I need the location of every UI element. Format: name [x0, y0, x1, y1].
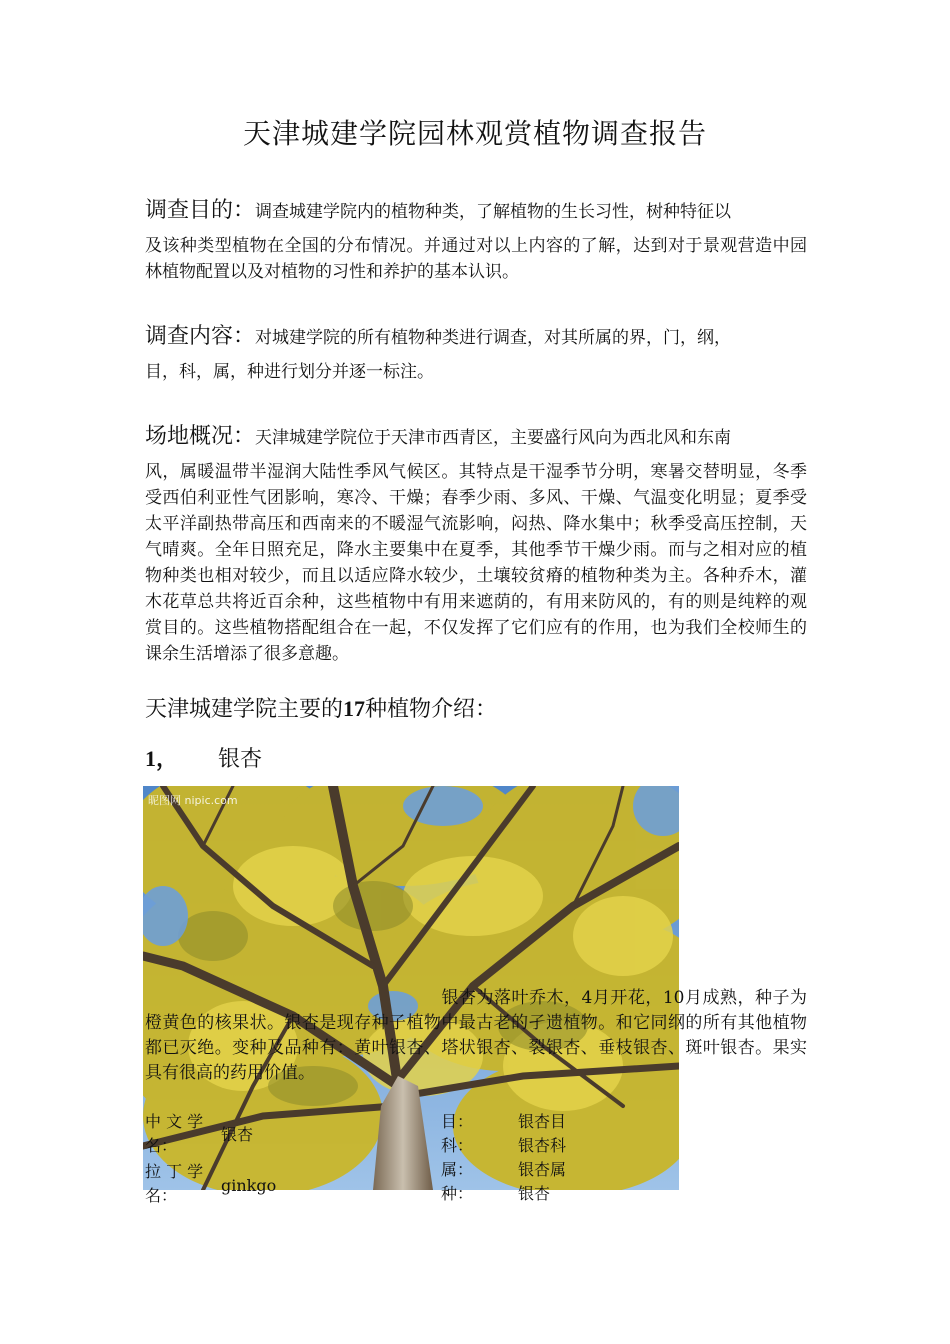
value-latin-name: ginkgo	[221, 1176, 277, 1195]
value-genus: 银杏属	[518, 1160, 567, 1179]
label-family: 科：	[441, 1136, 474, 1155]
plant-item-title	[145, 742, 262, 773]
value-chinese-name: 银杏	[221, 1125, 254, 1144]
purpose-text: 及该种类型植物在全国的分布情况。并通过对以上内容的了解，达到对于景观营造中园林植物配置以及对植物的习性和养护的基本认识。	[145, 236, 807, 282]
report-title: 天津城建学院园林观赏植物调查报告	[242, 117, 707, 150]
site-text: 风，属暖温带半湿润大陆性季风气候区。其特点是干湿季节分明，寒暑交替明显，冬季受西伯利亚性气团影响，寒冷、干燥；春季少雨、多风、干燥、气温变化明显；夏季受太平洋副热带高压和西南来的不暖湿气流影响，闷热、降水集中；秋季受高压控制，天气晴爽。全年日照充足，降水主要集中在夏季，其他季节干燥少雨。而与之相对应的植物种类也相对较少，而且以适应降水较少，土壤较贫瘠的植物种类为主。各种乔木，灌木花草总共将近百余种，这些植物中有用来遮荫的，有用来防风的，有的则是纯粹的观赏目的。这些植物搭配组合在一起，不仅发挥了它们应有的作用，也为我们全校师生的课余生活增添了很多意趣。	[145, 462, 807, 664]
taxonomy-labels	[441, 1110, 473, 1206]
plant-description: 银杏为落叶乔木，4月开花，10月成熟，种子为橙黄色的核果状。银杏是现存种子植物中最古老的孑遗植物。和它同纲的所有其他植物都已灭绝。变种及品种有：黄叶银杏、塔状银杏、裂银杏、垂枝银杏、斑叶银杏。果实具有很高的药用价值。	[145, 988, 807, 1083]
label-chinese-name: 中 文 学 名：	[145, 1112, 204, 1155]
taxonomy-values	[518, 1110, 566, 1206]
section-purpose	[145, 196, 807, 285]
value-order: 银杏目	[518, 1112, 567, 1131]
plant-count: 17	[343, 696, 366, 721]
content-heading: 调查内容：	[145, 324, 256, 349]
value-family: 银杏科	[518, 1136, 567, 1155]
section-content	[145, 322, 807, 385]
purpose-heading: 调查目的：	[145, 198, 256, 223]
plant-number: 1，	[145, 746, 179, 771]
label-species: 种：	[441, 1184, 474, 1203]
plant-intro-heading: 天津城建学院主要的17种植物介绍：	[145, 696, 498, 722]
photo-watermark: 昵图网 nipic.com	[148, 794, 238, 807]
site-first-line: 天津城建学院位于天津市西青区，主要盛行风向为西北风和东南	[255, 428, 732, 448]
plant-name: 银杏	[218, 747, 263, 772]
label-order: 目：	[441, 1112, 474, 1131]
content-text: 目，科，属，种进行划分并逐一标注。	[145, 362, 434, 382]
value-species: 银杏	[518, 1184, 551, 1203]
site-heading: 场地概况：	[145, 424, 256, 449]
section-site	[145, 422, 807, 667]
content-first-line: 对城建学院的所有植物种类进行调查，对其所属的界，门，纲，	[255, 328, 732, 348]
purpose-first-line: 调查城建学院内的植物种类，了解植物的生长习性，树种特征以	[255, 202, 732, 222]
label-genus: 属：	[441, 1160, 474, 1179]
label-latin-name: 拉 丁 学 名：	[145, 1162, 204, 1205]
